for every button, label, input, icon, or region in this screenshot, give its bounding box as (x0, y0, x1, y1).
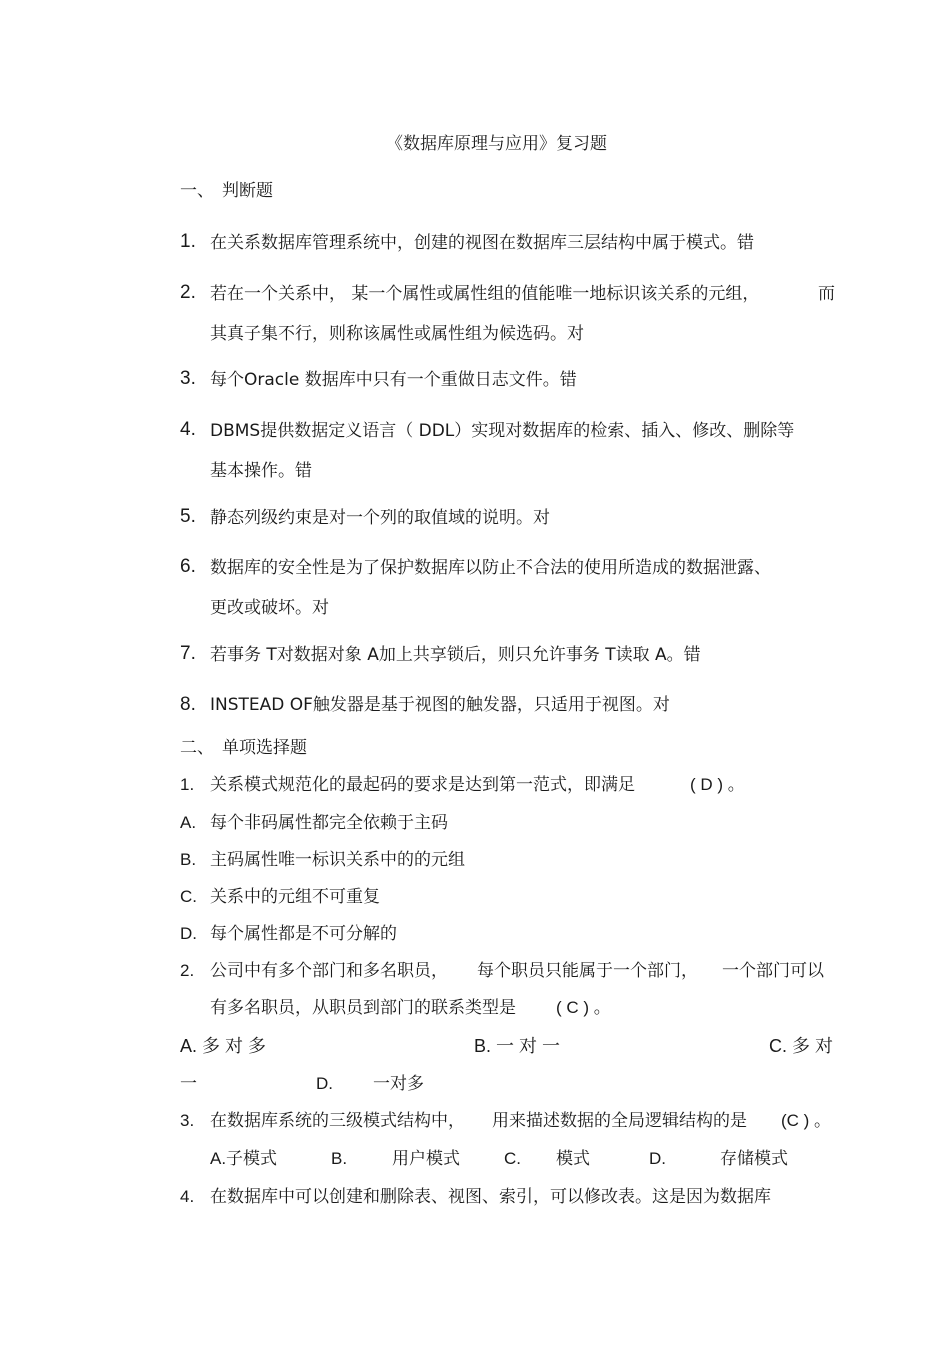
judgment-3-number: 3. (180, 368, 196, 389)
judgment-6-text-line2: 更改或破坏。对 (210, 598, 329, 618)
q1-number: 1. (180, 775, 195, 794)
judgment-2-number: 2. (180, 282, 196, 303)
q3-text-continued: 用来描述数据的全局逻辑结构的是 (492, 1111, 747, 1131)
q2-answer: ( C ) 。 (556, 998, 611, 1017)
section1-marker: 一、 (180, 181, 214, 201)
q1-text: 关系模式规范化的最起码的要求是达到第一范式，即满足 (210, 775, 635, 795)
page-title: 《数据库原理与应用》复习题 (386, 134, 607, 154)
q2-option-d-text: 一对多 (373, 1074, 424, 1094)
judgment-6-text-line1: 数据库的安全性是为了保护数据库以防止不合法的使用所造成的数据泄露、 (210, 558, 771, 578)
q4-number: 4. (180, 1187, 195, 1206)
q3-option-c-label: C. (504, 1149, 521, 1168)
judgment-4-text-line2: 基本操作。错 (210, 461, 312, 481)
judgment-4-text-line1: DBMS提供数据定义语言（ DDL）实现对数据库的检索、插入、修改、删除等 (210, 421, 795, 441)
q1-option-d-label: D. (180, 924, 197, 943)
q1-option-c-label: C. (180, 887, 197, 906)
judgment-8-text: INSTEAD OF触发器是基于视图的触发器，只适用于视图。对 (210, 695, 670, 715)
q3-option-b-text: 用户模式 (392, 1149, 460, 1169)
q3-option-d-label: D. (649, 1149, 666, 1168)
q3-option-c-text: 模式 (556, 1149, 590, 1169)
judgment-5-number: 5. (180, 506, 196, 527)
q2-text-line1b: 每个职员只能属于一个部门， (477, 961, 698, 981)
q1-option-d-text: 每个属性都是不可分解的 (210, 924, 397, 944)
q2-text-line1a: 公司中有多个部门和多名职员， (210, 961, 448, 981)
q3-number: 3. (180, 1111, 195, 1130)
judgment-6-number: 6. (180, 556, 196, 577)
q2-option-c-continued: 一 (180, 1074, 197, 1094)
q2-number: 2. (180, 961, 195, 980)
judgment-5-text: 静态列级约束是对一个列的取值域的说明。对 (210, 508, 550, 528)
q1-option-c-text: 关系中的元组不可重复 (210, 887, 380, 907)
q1-option-a-label: A. (180, 813, 197, 832)
judgment-1-number: 1. (180, 231, 196, 252)
judgment-2-text-line2: 其真子集不行，则称该属性或属性组为候选码。对 (210, 324, 584, 344)
q3-answer: (C ) 。 (781, 1111, 832, 1130)
q1-answer: ( D ) 。 (690, 775, 745, 794)
q1-option-b-label: B. (180, 850, 197, 869)
q3-option-d-text: 存储模式 (720, 1149, 788, 1169)
q1-option-a-text: 每个非码属性都完全依赖于主码 (210, 813, 448, 833)
q4-text: 在数据库中可以创建和删除表、视图、索引，可以修改表。这是因为数据库 (210, 1187, 771, 1207)
q3-option-b-label: B. (331, 1149, 348, 1168)
section1-title: 判断题 (222, 181, 273, 201)
judgment-8-number: 8. (180, 694, 196, 715)
section2-title: 单项选择题 (222, 738, 307, 758)
judgment-2-text-tail: 而 (818, 284, 835, 304)
q2-option-b: B. 一 对 一 (474, 1036, 561, 1056)
q2-option-a: A. 多 对 多 (180, 1036, 267, 1056)
q3-option-a: A.子模式 (210, 1149, 278, 1168)
judgment-2-text-line1: 若在一个关系中， 某一个属性或属性组的值能唯一地标识该关系的元组， (210, 284, 760, 304)
judgment-4-number: 4. (180, 419, 196, 440)
q1-option-b-text: 主码属性唯一标识关系中的的元组 (210, 850, 465, 870)
judgment-7-number: 7. (180, 643, 196, 664)
q2-option-d-label: D. (316, 1074, 333, 1093)
judgment-3-text: 每个Oracle 数据库中只有一个重做日志文件。错 (210, 370, 577, 390)
q2-text-line2: 有多名职员，从职员到部门的联系类型是 (210, 998, 516, 1018)
q2-option-c: C. 多 对 (769, 1036, 834, 1056)
judgment-7-text: 若事务 T对数据对象 A加上共享锁后，则只允许事务 T读取 A。错 (210, 645, 701, 665)
judgment-1-text: 在关系数据库管理系统中，创建的视图在数据库三层结构中属于模式。错 (210, 233, 754, 253)
q3-text: 在数据库系统的三级模式结构中， (210, 1111, 465, 1131)
section2-marker: 二、 (180, 738, 214, 758)
q2-text-line1c: 一个部门可以 (722, 961, 824, 981)
